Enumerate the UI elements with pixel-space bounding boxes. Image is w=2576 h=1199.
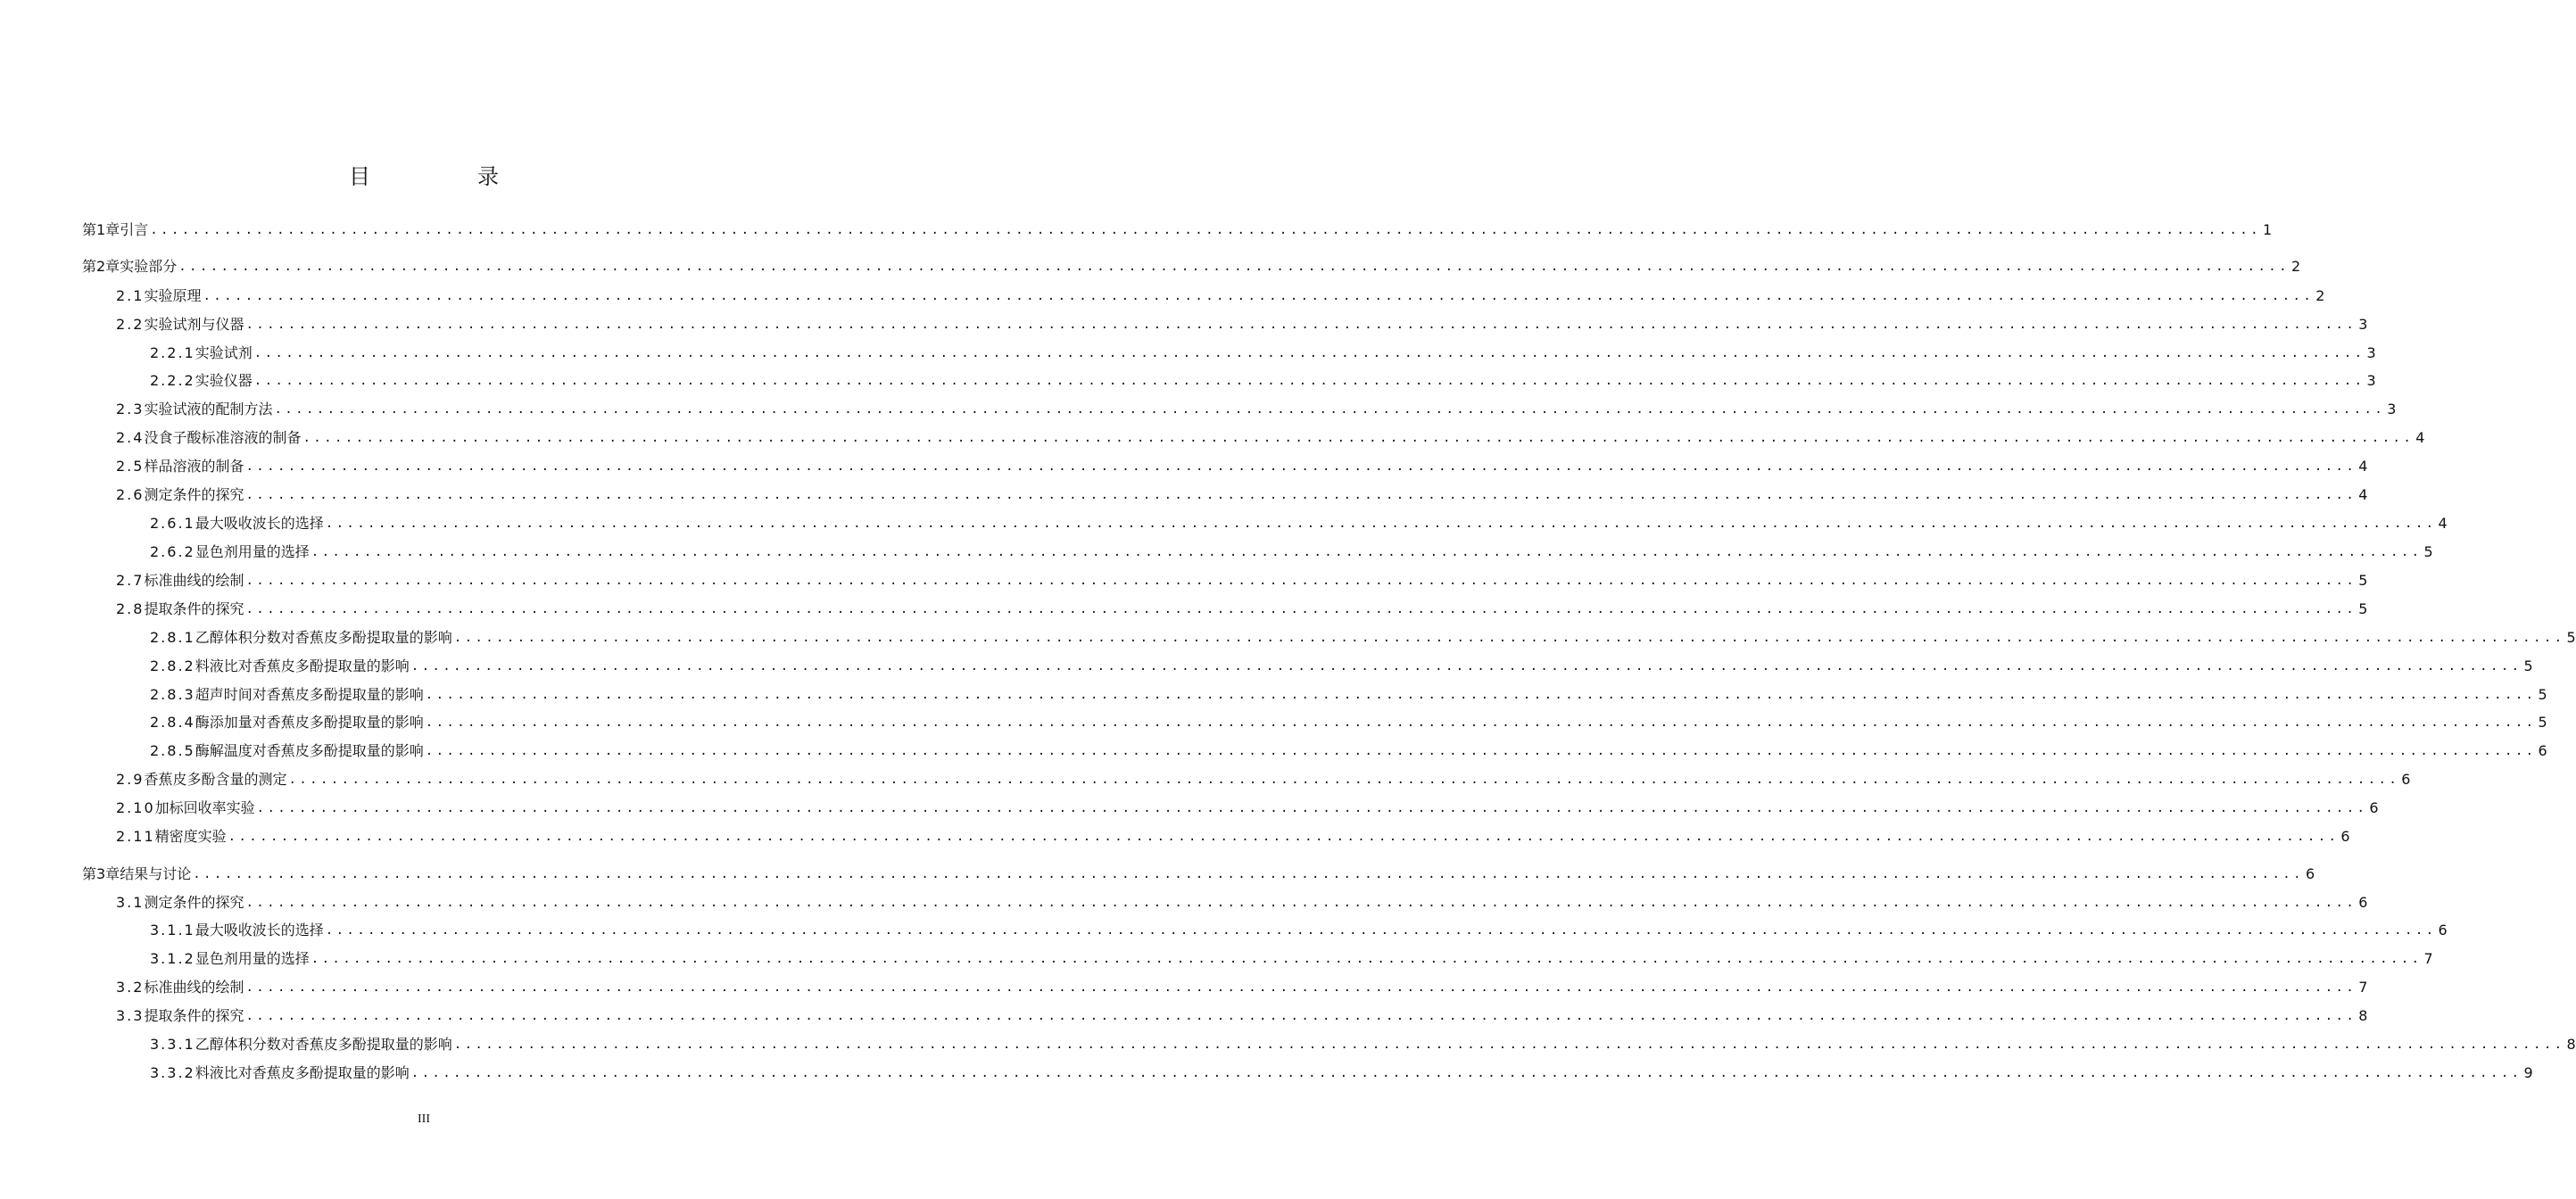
toc-entry[interactable] [0, 624, 2576, 647]
toc-entry-label: 引言 [120, 221, 149, 238]
toc-entry-label: 加标回收率实验 [154, 799, 255, 816]
toc-leader-dots: ........................................................................................................................................................................................................ [253, 374, 2365, 388]
toc-entry-label: 超声时间对香蕉皮多酚提取量的影响 [195, 686, 424, 703]
toc-entry-label: 标准曲线的绘制 [144, 572, 244, 589]
toc-entry[interactable] [0, 509, 2448, 533]
toc-entry-number: 2.9 [116, 771, 145, 788]
toc-entry[interactable] [0, 452, 2368, 475]
toc-leader-dots: ........................................................................................................................................................................................................ [245, 602, 2357, 616]
toc-leader-dots: ........................................................................................................................................................................................................ [410, 1066, 2522, 1080]
toc-leader-dots: ........................................................................................................................................................................................................ [245, 980, 2357, 995]
toc-entry-label: 料液比对香蕉皮多酚提取量的影响 [195, 1064, 410, 1081]
toc-entry-page: 6 [2305, 865, 2315, 882]
toc-entry-page: 5 [2358, 572, 2368, 589]
toc-leader-dots: ........................................................................................................................................................................................................ [193, 867, 2304, 881]
toc-entry-number: 2.2.1 [150, 344, 195, 361]
toc-leader-dots: ........................................................................................................................................................................................................ [425, 715, 2537, 730]
toc-leader-dots: ........................................................................................................................................................................................................ [311, 545, 2423, 559]
toc-entry-number: 2.7 [116, 572, 145, 589]
toc-entry-page: 9 [2523, 1064, 2533, 1081]
toc-entry-label: 没食子酸标准溶液的制备 [144, 429, 302, 446]
toc-entry-label: 显色剂用量的选择 [195, 543, 310, 560]
toc-entry[interactable] [0, 681, 2547, 704]
page-number-footer: III [418, 1112, 430, 1126]
toc-leader-dots: ........................................................................................................................................................................................................ [410, 659, 2522, 674]
toc-entry-label: 样品溶液的制备 [144, 458, 244, 475]
toc-entry-label: 香蕉皮多酚含量的测定 [144, 771, 287, 788]
toc-entry-page: 5 [2566, 629, 2576, 646]
toc-leader-dots: ........................................................................................................................................................................................................ [150, 223, 2261, 237]
toc-entry-label: 提取条件的探究 [144, 1007, 244, 1024]
toc-entry-label: 提取条件的探究 [144, 600, 244, 617]
toc-entry[interactable] [0, 1002, 2368, 1025]
toc-entry-number: 2.5 [116, 458, 145, 475]
toc-entry-number: 2.10 [116, 799, 155, 816]
toc-entry[interactable] [0, 860, 2315, 883]
toc-entry[interactable] [0, 595, 2368, 618]
toc-entry-number: 3.3.2 [150, 1064, 195, 1081]
toc-leader-dots: ........................................................................................................................................................................................................ [245, 896, 2357, 910]
toc-leader-dots: ........................................................................................................................................................................................................ [453, 631, 2565, 645]
toc-entry[interactable] [0, 538, 2433, 561]
toc-entry-label: 实验试剂与仪器 [144, 316, 244, 333]
toc-entry[interactable] [0, 252, 2301, 276]
page-title: 目 录 [349, 164, 542, 189]
toc-entry[interactable] [0, 973, 2368, 996]
toc-entry-page: 6 [2358, 894, 2368, 911]
toc-entry-page: 8 [2358, 1007, 2368, 1024]
toc-entry-number: 2.11 [116, 828, 155, 845]
toc-leader-dots: ........................................................................................................................................................................................................ [302, 431, 2414, 445]
toc-leader-dots: ........................................................................................................................................................................................................ [274, 402, 2386, 417]
toc-entry-page: 7 [2423, 950, 2433, 967]
toc-leader-dots: ........................................................................................................................................................................................................ [288, 773, 2400, 787]
toc-entry-label: 最大吸收波长的选择 [195, 922, 324, 939]
toc-entry[interactable] [0, 216, 2273, 239]
toc-entry[interactable] [0, 310, 2368, 334]
toc-entry-label: 测定条件的探究 [144, 486, 244, 503]
toc-leader-dots: ........................................................................................................................................................................................................ [245, 1009, 2357, 1023]
toc-entry-page: 2 [2315, 287, 2325, 304]
toc-entry-number: 3.3 [116, 1007, 145, 1024]
toc-leader-dots: ........................................................................................................................................................................................................ [425, 744, 2537, 758]
toc-entry[interactable] [0, 765, 2411, 789]
toc-entry-number: 2.2.2 [150, 372, 195, 389]
toc-entry[interactable] [0, 889, 2368, 912]
toc-entry-page: 4 [2358, 486, 2368, 503]
toc-entry-page: 5 [2538, 686, 2547, 703]
toc-leader-dots: ........................................................................................................................................................................................................ [245, 574, 2357, 588]
toc-entry-number: 2.2 [116, 316, 145, 333]
toc-entry-label: 实验试剂 [195, 344, 253, 361]
toc-entry[interactable] [0, 823, 2350, 846]
toc-entry-label: 实验试液的配制方法 [144, 401, 273, 418]
toc-entry-page: 6 [2369, 799, 2379, 816]
toc-entry-label: 实验仪器 [195, 372, 253, 389]
toc-entry-number: 3.1.2 [150, 950, 195, 967]
toc-entry-page: 3 [2366, 372, 2376, 389]
toc-entry-label: 精密度实验 [154, 828, 227, 845]
toc-entry-page: 6 [2401, 771, 2411, 788]
toc-entry-number: 2.6 [116, 486, 145, 503]
toc-entry-number: 2.8 [116, 600, 145, 617]
toc-entry[interactable] [0, 481, 2368, 504]
toc-entry[interactable] [0, 424, 2425, 447]
toc-entry-page: 5 [2538, 714, 2547, 731]
toc-entry-number: 3.2 [116, 979, 145, 996]
toc-leader-dots: ........................................................................................................................................................................................................ [256, 801, 2368, 815]
toc-entry-label: 酶添加量对香蕉皮多酚提取量的影响 [195, 714, 424, 731]
toc-entry[interactable] [0, 794, 2379, 817]
toc-entry-number: 2.3 [116, 401, 145, 418]
toc-leader-dots: ........................................................................................................................................................................................................ [245, 318, 2357, 332]
toc-entry-number: 2.8.3 [150, 686, 195, 703]
toc-entry-label: 实验部分 [120, 258, 178, 275]
toc-entry-number: 2.8.5 [150, 742, 195, 759]
toc-entry-page: 5 [2358, 600, 2368, 617]
toc-entry-page: 3 [2387, 401, 2397, 418]
toc-entry[interactable] [0, 652, 2533, 675]
toc-entry-number: 2.1 [116, 287, 145, 304]
toc-entry-label: 乙醇体积分数对香蕉皮多酚提取量的影响 [195, 1036, 452, 1053]
toc-entry[interactable] [0, 1059, 2533, 1082]
toc-entry[interactable] [0, 395, 2397, 418]
toc-entry-label: 实验原理 [144, 287, 202, 304]
toc-entry[interactable] [0, 916, 2448, 939]
toc-entry-page: 4 [2358, 458, 2368, 475]
toc-entry-page: 5 [2423, 543, 2433, 560]
toc-leader-dots: ........................................................................................................................................................................................................ [228, 830, 2340, 844]
toc-leader-dots: ........................................................................................................................................................................................................ [325, 517, 2437, 531]
toc-entry-number: 3.1 [116, 894, 145, 911]
toc-leader-dots: ........................................................................................................................................................................................................ [253, 346, 2365, 360]
toc-entry-number: 3.1.1 [150, 922, 195, 939]
toc-entry-page: 1 [2262, 221, 2273, 238]
toc-entry[interactable] [0, 566, 2368, 590]
toc-entry-page: 3 [2366, 344, 2376, 361]
toc-entry-label: 测定条件的探究 [144, 894, 244, 911]
toc-entry[interactable] [0, 708, 2547, 732]
toc-entry-page: 2 [2290, 258, 2301, 275]
toc-entry-page: 4 [2415, 429, 2425, 446]
toc-entry-label: 料液比对香蕉皮多酚提取量的影响 [195, 657, 410, 674]
toc-entry-page: 6 [2340, 828, 2350, 845]
toc-entry-page: 6 [2438, 922, 2448, 939]
toc-entry-label: 显色剂用量的选择 [195, 950, 310, 967]
toc-entry-label: 酶解温度对香蕉皮多酚提取量的影响 [195, 742, 424, 759]
toc-entry-page: 7 [2358, 979, 2368, 996]
toc-leader-dots: ........................................................................................................................................................................................................ [311, 952, 2423, 966]
toc-leader-dots: ........................................................................................................................................................................................................ [325, 923, 2437, 938]
toc-entry-label: 最大吸收波长的选择 [195, 515, 324, 532]
toc-entry-number: 2.8.1 [150, 629, 195, 646]
toc-entry-number: 2.8.2 [150, 657, 195, 674]
toc-entry-number: 3.3.1 [150, 1036, 195, 1053]
toc-leader-dots: ........................................................................................................................................................................................................ [203, 289, 2315, 303]
toc-entry-page: 8 [2566, 1036, 2576, 1053]
toc-entry-number: 第2章 [82, 258, 120, 275]
toc-entry-page: 6 [2538, 742, 2547, 759]
toc-entry-label: 乙醇体积分数对香蕉皮多酚提取量的影响 [195, 629, 452, 646]
toc-leader-dots: ........................................................................................................................................................................................................ [453, 1038, 2565, 1052]
toc-entry-number: 2.6.1 [150, 515, 195, 532]
toc-leader-dots: ........................................................................................................................................................................................................ [245, 459, 2357, 474]
toc-entry-page: 5 [2523, 657, 2533, 674]
toc-entry-page: 3 [2358, 316, 2368, 333]
toc-entry[interactable] [0, 737, 2547, 760]
toc-leader-dots: ........................................................................................................................................................................................................ [178, 260, 2290, 274]
toc-entry-number: 2.4 [116, 429, 145, 446]
toc-entry[interactable] [0, 367, 2376, 390]
toc-entry-page: 4 [2438, 515, 2448, 532]
toc-entry-number: 2.8.4 [150, 714, 195, 731]
toc-entry[interactable] [0, 339, 2376, 362]
toc-entry-number: 第1章 [82, 221, 120, 238]
toc-entry-label: 标准曲线的绘制 [144, 979, 244, 996]
toc-entry[interactable] [0, 282, 2325, 305]
toc-entry-number: 2.6.2 [150, 543, 195, 560]
toc-entry-label: 结果与讨论 [120, 865, 192, 882]
toc-entry[interactable] [0, 945, 2433, 968]
toc-leader-dots: ........................................................................................................................................................................................................ [245, 488, 2357, 502]
toc-entry[interactable] [0, 1030, 2576, 1054]
toc-leader-dots: ........................................................................................................................................................................................................ [425, 688, 2537, 702]
toc-entry-number: 第3章 [82, 865, 120, 882]
